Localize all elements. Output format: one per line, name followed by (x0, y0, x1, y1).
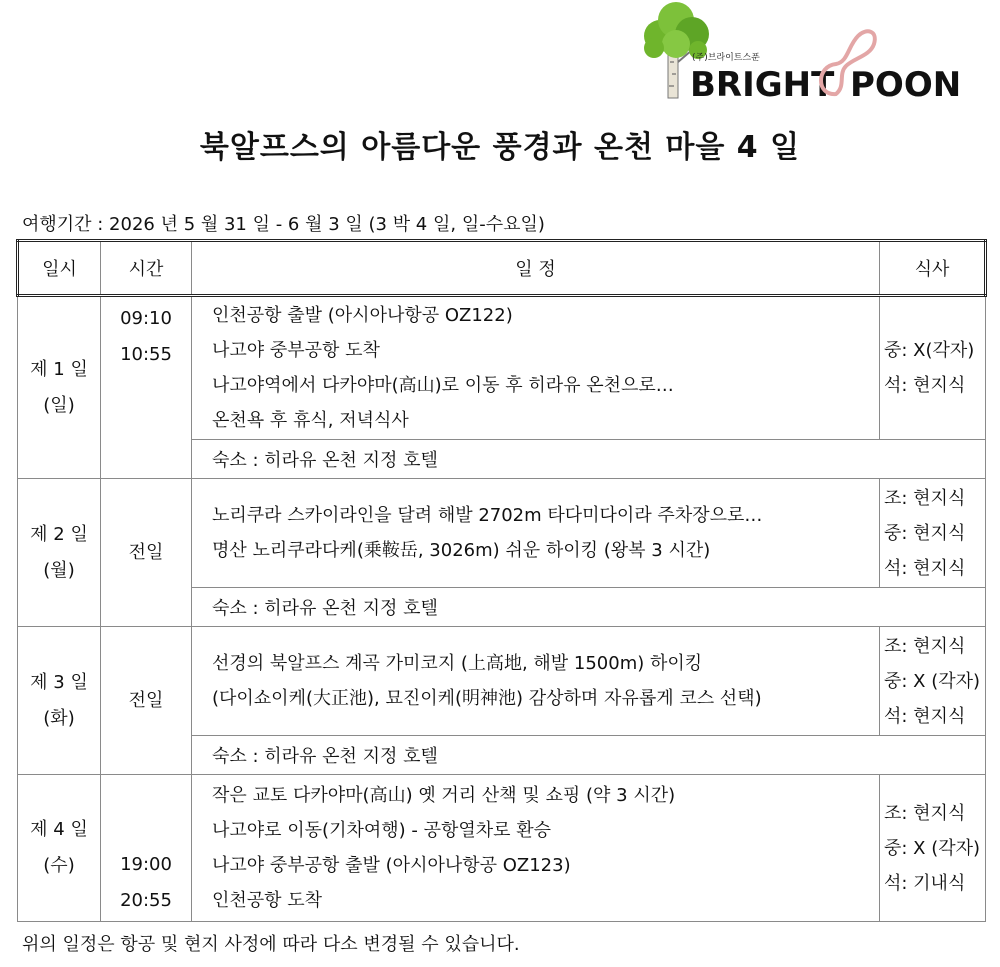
day2-meals (880, 479, 986, 588)
day3-item: 선경의 북알프스 계곡 가미코지 (上高地, 해발 1500m) 하이킹 (212, 653, 703, 674)
day2-label: 제 2 일 (30, 523, 88, 545)
day1-item: 나고야역에서 다카야마(高山)로 이동 후 히라유 온천으로… (212, 375, 674, 396)
day1-stay: 숙소 : 히라유 온천 지정 호텔 (192, 440, 986, 479)
day1-weekday: (일) (43, 394, 75, 416)
day1-meal: 석: 현지식 (884, 375, 966, 396)
day3-schedule (192, 627, 880, 736)
day3-meal: 조: 현지식 (884, 635, 966, 657)
day4-time-1: 20:55 (120, 890, 172, 911)
day3-row (18, 627, 986, 736)
header-time: 시간 (101, 241, 192, 296)
day2-stay: 숙소 : 히라유 온천 지정 호텔 (192, 588, 986, 627)
day4-schedule (192, 775, 880, 922)
day4-cell (18, 775, 101, 922)
header-schedule: 일 정 (192, 241, 880, 296)
day1-row (18, 296, 986, 440)
day3-time-cell (101, 627, 192, 775)
day2-meal: 조: 현지식 (884, 487, 966, 509)
brand-poon: POON (850, 65, 962, 104)
day4-meal: 중: X (각자) (884, 837, 981, 859)
day3-label: 제 3 일 (30, 671, 88, 693)
day1-time-0: 09:10 (120, 308, 172, 329)
day4-meal: 석: 기내식 (884, 872, 966, 894)
day1-meal: 중: X(각자) (884, 340, 975, 361)
day1-item: 인천공항 출발 (아시아나항공 OZ122) (212, 305, 513, 326)
day4-item: 작은 교토 다카야마(高山) 옛 거리 산책 및 쇼핑 (약 3 시간) (212, 785, 676, 806)
day2-item: 명산 노리쿠라다케(乗鞍岳, 3026m) 쉬운 하이킹 (왕복 3 시간) (212, 540, 711, 561)
day2-item: 노리쿠라 스카이라인을 달려 해발 2702m 타다미다이라 주차장으로… (212, 505, 763, 526)
day4-meal: 조: 현지식 (884, 802, 966, 824)
day1-item: 나고야 중부공항 도착 (212, 340, 380, 361)
day2-cell (18, 479, 101, 627)
day3-item: (다이쇼이케(大正池), 묘진이케(明神池) 감상하며 자유롭게 코스 선택) (212, 688, 762, 709)
day2-row (18, 479, 986, 588)
day4-item: 나고야로 이동(기차여행) - 공항열차로 환승 (212, 820, 552, 841)
day3-cell (18, 627, 101, 775)
day2-time-cell (101, 479, 192, 627)
day3-weekday: (화) (43, 707, 75, 729)
day1-item: 온천욕 후 휴식, 저녁식사 (212, 410, 409, 431)
day3-meals (880, 627, 986, 736)
day4-weekday: (수) (43, 855, 75, 876)
header-row (18, 241, 986, 296)
day4-time-cell (101, 775, 192, 922)
day1-meals (880, 296, 986, 440)
header-meal: 식사 (880, 241, 986, 296)
day1-label: 제 1 일 (30, 358, 88, 380)
day1-time-1: 10:55 (120, 344, 172, 365)
day2-meal: 석: 현지식 (884, 557, 966, 579)
tree-icon (640, 0, 970, 104)
day4-item: 나고야 중부공항 출발 (아시아나항공 OZ123) (212, 855, 571, 876)
company-logo (640, 0, 970, 104)
footer-note: 위의 일정은 항공 및 현지 사정에 따라 다소 변경될 수 있습니다. (22, 934, 520, 955)
day4-time-0: 19:00 (120, 854, 172, 875)
day4-item: 인천공항 도착 (212, 890, 323, 911)
day1-time-cell (101, 296, 192, 479)
day2-weekday: (월) (43, 559, 75, 581)
day3-meal: 석: 현지식 (884, 705, 966, 727)
day2-time-0: 전일 (128, 541, 164, 563)
day3-time-0: 전일 (128, 689, 164, 711)
page-title: 북알프스의 아름다운 풍경과 온천 마을 4 일 (199, 130, 801, 165)
day3-meal: 중: X (각자) (884, 670, 981, 692)
day4-meals (880, 775, 986, 922)
day1-cell (18, 296, 101, 479)
day3-stay: 숙소 : 히라유 온천 지정 호텔 (192, 736, 986, 775)
itinerary-table (16, 239, 987, 922)
day4-label: 제 4 일 (30, 819, 88, 840)
day2-meal: 중: 현지식 (884, 522, 966, 544)
travel-period: 여행기간 : 2026 년 5 월 31 일 - 6 월 3 일 (3 박 4 일, 일-수요일) (22, 214, 545, 235)
day1-schedule (192, 296, 880, 440)
day2-schedule (192, 479, 880, 588)
day4-row (18, 775, 986, 922)
company-name: (주)브라이트스푼 (692, 53, 760, 63)
brand-bright: BRIGHT (690, 65, 835, 104)
header-day: 일시 (18, 241, 101, 296)
